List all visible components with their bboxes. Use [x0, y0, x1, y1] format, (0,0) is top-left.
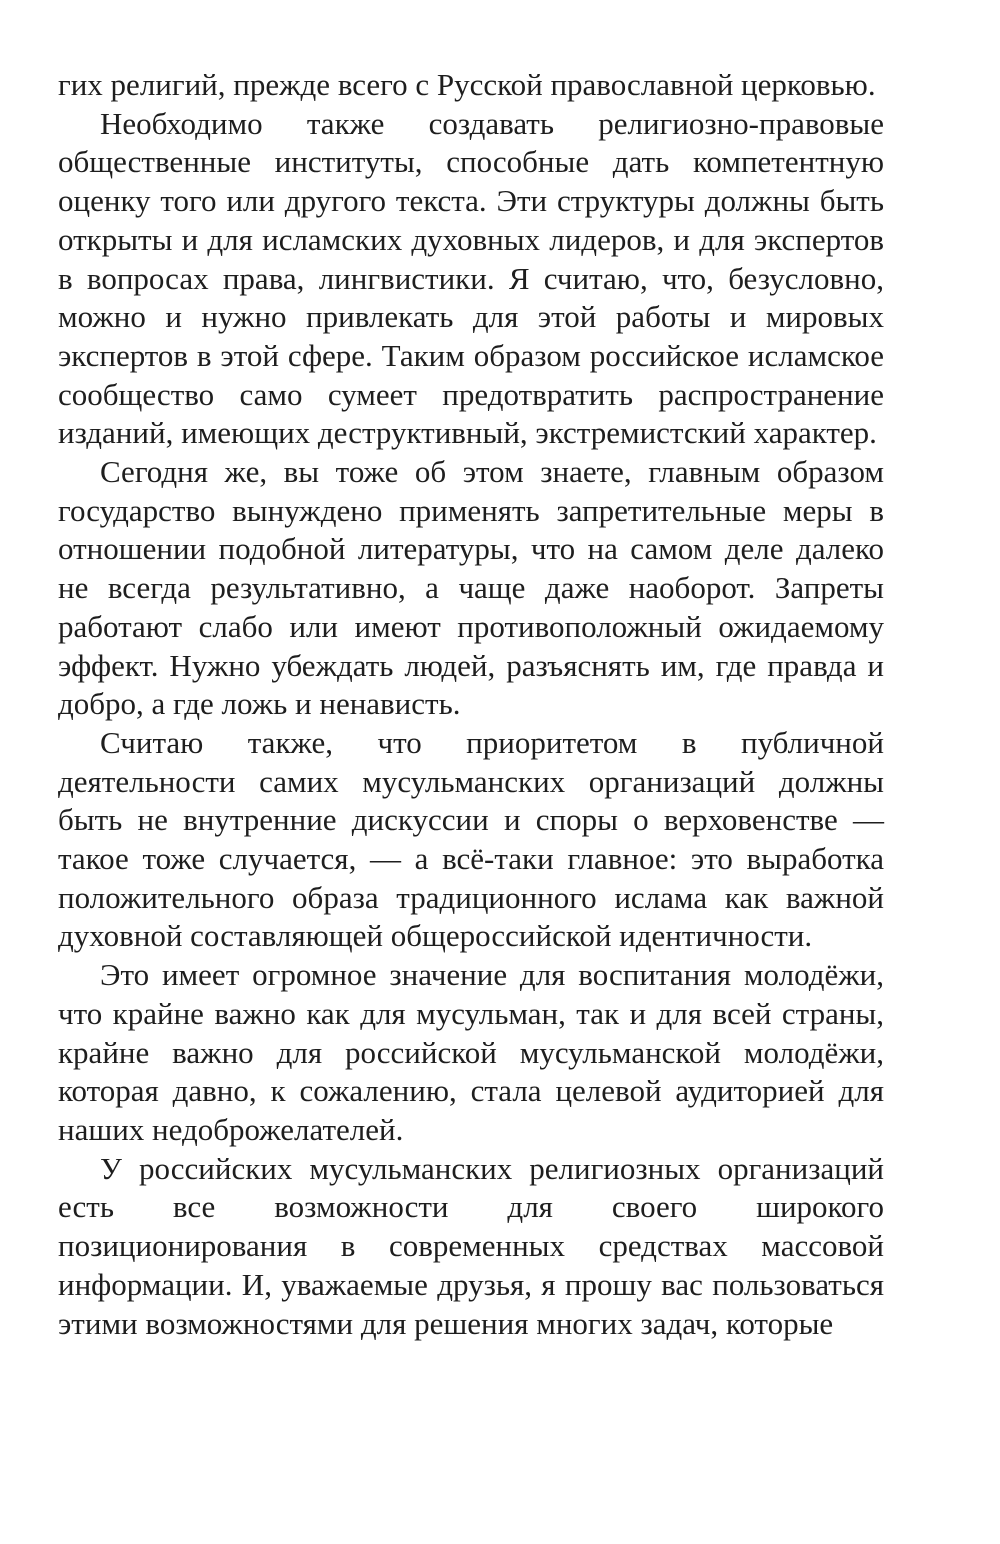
paragraph-1: гих религий, прежде всего с Русской православной церковью.: [58, 67, 876, 102]
paragraph-6: У российских мусульманских религиозных организаций есть все возможности для своего широкого позиционирования в современных средствах массовой информации. И, уважаемые друзья, я прошу вас пользоваться этими возможностями для решения многих задач, которые: [58, 1150, 884, 1341]
body-text: [58, 66, 884, 1343]
paragraph-3: Сегодня же, вы тоже об этом знаете, главным образом государство вынуждено применять запретительные меры в отношении подобной литературы, что на самом деле далеко не всегда результативно, а чаще даже наоборот. Запреты работают слабо или имеют противоположный ожидаемому эффект. Нужно убеждать людей, разъяснять им, где правда и добро, а где ложь и ненависть.: [58, 454, 884, 722]
paragraph-4: Считаю также, что приоритетом в публичной деятельности самих мусульманских организаций должны быть не внутренние дискуссии и споры о верховенстве — такое тоже случается, — а всё-таки главное: это выработка положительного образа традиционного ислама как важной духовной составляющей общероссийской идентичности.: [58, 724, 884, 954]
paragraph-5: Это имеет огромное значение для воспитания молодёжи, что крайне важно как для мусульман, так и для всей страны, крайне важно для российской мусульманской молодёжи, которая давно, к сожалению, стала целевой аудиторией для наших недоброжелателей.: [58, 957, 884, 1147]
paragraph-2: Необходимо также создавать религиозно-правовые общественные институты, способные дать компетентную оценку того или другого текста. Эти структуры должны быть открыты и для исламских духовных лидеров, и для экспертов в вопросах права, лингвистики. Я считаю, что, безусловно, можно и нужно привлекать для этой работы и мировых экспертов в этой сфере. Таким образом российское исламское сообщество само сумеет предотвратить распространение изданий, имеющих деструктивный, экстремистский характер.: [58, 105, 884, 451]
